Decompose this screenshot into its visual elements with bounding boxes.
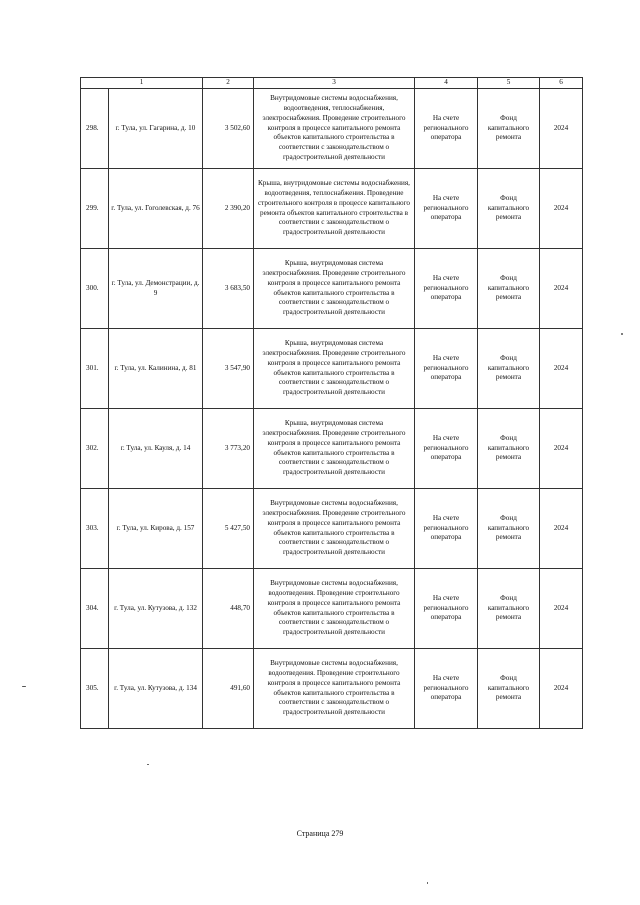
work-description-cell: Внутридомовые системы водоснабжения, электроснабжения. Проведение строительного контроля в процессе капитального ремонта объектов капитального строительства в соответствии с законодательством о градостроительной деятельности — [254, 489, 415, 569]
scan-speck — [621, 333, 623, 335]
cost-cell: 5 427,50 — [203, 489, 254, 569]
column-number-2: 2 — [203, 78, 254, 89]
cost-cell: 3 502,60 — [203, 89, 254, 169]
funding-source-cell: Фонд капитального ремонта — [478, 489, 540, 569]
repair-program-table — [80, 77, 583, 729]
funding-source-cell: Фонд капитального ремонта — [478, 569, 540, 649]
funding-source-cell: Фонд капитального ремонта — [478, 409, 540, 489]
year-cell: 2024 — [540, 489, 583, 569]
table-row — [81, 329, 583, 409]
page-number: Страница 279 — [296, 829, 344, 838]
work-description-cell: Крыша, внутридомовая система электроснабжения. Проведение строительного контроля в процессе капитального ремонта объектов капитального строительства в соответствии с законодательством о градостроительной деятельности — [254, 329, 415, 409]
table-row — [81, 649, 583, 729]
table-row — [81, 489, 583, 569]
column-number-5: 5 — [478, 78, 540, 89]
funding-source-cell: Фонд капитального ремонта — [478, 649, 540, 729]
funding-source-cell: Фонд капитального ремонта — [478, 329, 540, 409]
column-number-4: 4 — [415, 78, 478, 89]
address-cell: г. Тула, ул. Гоголевская, д. 76 — [109, 169, 203, 249]
scan-speck — [22, 686, 26, 687]
funding-source-cell: Фонд капитального ремонта — [478, 169, 540, 249]
address-cell: г. Тула, ул. Калинина, д. 81 — [109, 329, 203, 409]
table-row — [81, 569, 583, 649]
year-cell: 2024 — [540, 569, 583, 649]
table-row — [81, 409, 583, 489]
address-cell: г. Тула, ул. Демонстрации, д. 9 — [109, 249, 203, 329]
account-cell: На счете регионального оператора — [415, 409, 478, 489]
year-cell: 2024 — [540, 89, 583, 169]
work-description-cell: Крыша, внутридомовая система электроснабжения. Проведение строительного контроля в процессе капитального ремонта объектов капитального строительства в соответствии с законодательством о градостроительной деятельности — [254, 409, 415, 489]
table-row — [81, 89, 583, 169]
table-body — [81, 78, 583, 729]
table-row — [81, 249, 583, 329]
column-number-3: 3 — [254, 78, 415, 89]
year-cell: 2024 — [540, 249, 583, 329]
work-description-cell: Внутридомовые системы водоснабжения, водоотведения. Проведение строительного контроля в процессе капитального ремонта объектов капитального строительства в соответствии с законодательством о градостроительной деятельности — [254, 649, 415, 729]
cost-cell: 3 547,90 — [203, 329, 254, 409]
cost-cell: 3 683,50 — [203, 249, 254, 329]
account-cell: На счете регионального оператора — [415, 89, 478, 169]
address-cell: г. Тула, ул. Кирова, д. 157 — [109, 489, 203, 569]
row-number: 302. — [81, 409, 109, 489]
table-row — [81, 169, 583, 249]
column-number-6: 6 — [540, 78, 583, 89]
account-cell: На счете регионального оператора — [415, 489, 478, 569]
work-description-cell: Внутридомовые системы водоснабжения, водоотведения, теплоснабжения, электроснабжения. Проведение строительного контроля в процессе капитального ремонта объектов капитального строительства в соответствии с законодательством о градостроительной деятельности — [254, 89, 415, 169]
row-number: 304. — [81, 569, 109, 649]
row-number: 298. — [81, 89, 109, 169]
address-cell: г. Тула, ул. Кутузова, д. 134 — [109, 649, 203, 729]
account-cell: На счете регионального оператора — [415, 329, 478, 409]
scan-speck — [147, 764, 149, 765]
year-cell: 2024 — [540, 409, 583, 489]
funding-source-cell: Фонд капитального ремонта — [478, 249, 540, 329]
cost-cell: 448,70 — [203, 569, 254, 649]
address-cell: г. Тула, ул. Кутузова, д. 132 — [109, 569, 203, 649]
scan-speck — [427, 882, 428, 884]
address-cell: г. Тула, ул. Кауля, д. 14 — [109, 409, 203, 489]
year-cell: 2024 — [540, 169, 583, 249]
address-cell: г. Тула, ул. Гагарина, д. 10 — [109, 89, 203, 169]
year-cell: 2024 — [540, 649, 583, 729]
account-cell: На счете регионального оператора — [415, 169, 478, 249]
column-number-1: 1 — [81, 78, 203, 89]
year-cell: 2024 — [540, 329, 583, 409]
cost-cell: 491,60 — [203, 649, 254, 729]
row-number: 301. — [81, 329, 109, 409]
row-number: 305. — [81, 649, 109, 729]
work-description-cell: Крыша, внутридомовая система электроснабжения. Проведение строительного контроля в процессе капитального ремонта объектов капитального строительства в соответствии с законодательством о градостроительной деятельности — [254, 249, 415, 329]
funding-source-cell: Фонд капитального ремонта — [478, 89, 540, 169]
work-description-cell: Внутридомовые системы водоснабжения, водоотведения. Проведение строительного контроля в процессе капитального ремонта объектов капитального строительства в соответствии с законодательством о градостроительной деятельности — [254, 569, 415, 649]
work-description-cell: Крыша, внутридомовые системы водоснабжения, водоотведения, теплоснабжения. Проведение строительного контроля в процессе капитального ремонта объектов капитального строительства в соответствии с законодательством о градостроительной деятельности — [254, 169, 415, 249]
column-number-row — [81, 78, 583, 89]
account-cell: На счете регионального оператора — [415, 569, 478, 649]
row-number: 299. — [81, 169, 109, 249]
account-cell: На счете регионального оператора — [415, 649, 478, 729]
row-number: 300. — [81, 249, 109, 329]
cost-cell: 2 390,20 — [203, 169, 254, 249]
cost-cell: 3 773,20 — [203, 409, 254, 489]
row-number: 303. — [81, 489, 109, 569]
account-cell: На счете регионального оператора — [415, 249, 478, 329]
